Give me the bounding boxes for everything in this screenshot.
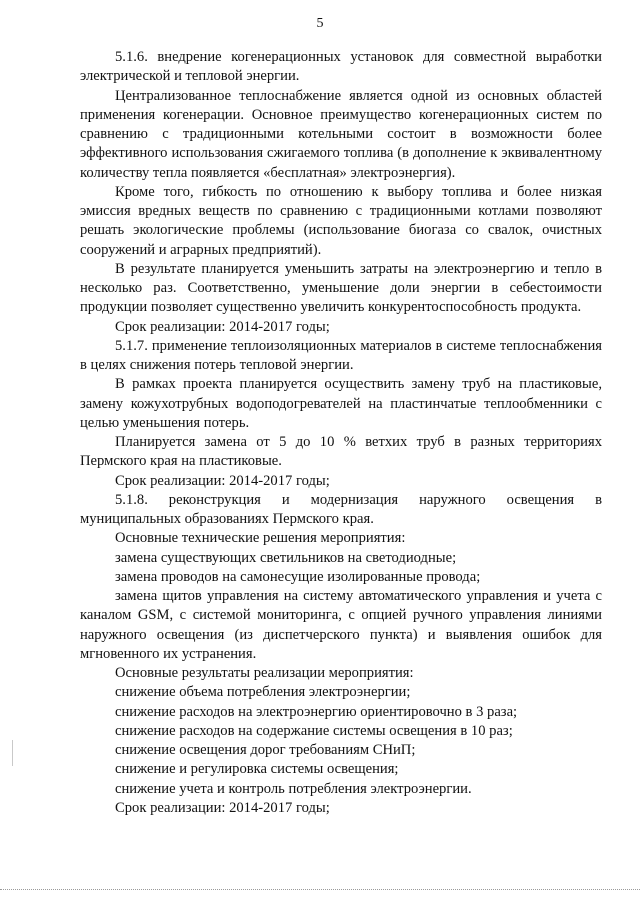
paragraph-5-1-8-heading: 5.1.8. реконструкция и модернизация наружного освещения в муниципальных образованиях Пермского края. [80, 491, 602, 527]
list-item: снижение расходов на электроэнергию ориентировочно в 3 раза; [115, 703, 518, 720]
scan-margin-mark [12, 740, 13, 766]
scan-bottom-edge [0, 889, 640, 890]
list-item: замена проводов на самонесущие изолированные провода; [115, 568, 481, 585]
paragraph-fuel-flexibility: Кроме того, гибкость по отношению к выбору топлива и более низкая эмиссия вредных веществ по сравнению с традиционными котлами позволяют решать экологические проблемы (использование биогаза со свалок, очистных сооружений и аграрных предприятий). [80, 183, 602, 258]
paragraph-main-results: Основные результаты реализации мероприятия: [115, 665, 414, 681]
list-item: снижение учета и контроль потребления электроэнергии. [115, 780, 472, 797]
paragraph-term-2: Срок реализации: 2014-2017 годы; [115, 472, 330, 489]
paragraph-5-1-7-heading: 5.1.7. применение теплоизоляционных материалов в системе теплоснабжения в целях снижения потерь тепловой энергии. [80, 337, 602, 373]
list-item: замена щитов управления на систему автоматического управления и учета с каналом GSM, с системой мониторинга, с опцией ручного управления линиями наружного освещения (из диспетчерского пункта) и выявления ошибок для мгновенного их устранения. [80, 588, 602, 662]
list-item: снижение и регулировка системы освещения; [115, 761, 399, 778]
document-body [80, 48, 602, 818]
paragraph-replacement-share: Планируется замена от 5 до 10 % ветхих труб в разных территориях Пермского края на пластиковые. [80, 434, 602, 470]
paragraph-technical-solutions: Основные технические решения мероприятия: [115, 530, 406, 547]
list-item: снижение объема потребления электроэнергии; [115, 684, 411, 701]
paragraph-term-3: Срок реализации: 2014-2017 годы; [115, 799, 330, 816]
list-item: снижение освещения дорог требованиям СНиП; [115, 742, 416, 758]
paragraph-cost-reduction: В результате планируется уменьшить затраты на электроэнергию и тепло в несколько раз. Соответственно, уменьшение доли энергии в себестоимости продукции позволяет существенно увеличить конкурентоспособность продукта. [80, 260, 602, 316]
paragraph-5-1-6-heading: 5.1.6. внедрение когенерационных установок для совместной выработки электрической и тепловой энергии. [80, 49, 602, 85]
paragraph-pipe-replacement: В рамках проекта планируется осуществить замену труб на пластиковые, замену кожухотрубных водоподогревателей на пластинчатые теплообменники с целью уменьшения потерь. [80, 376, 602, 431]
list-item: замена существующих светильников на светодиодные; [115, 549, 457, 566]
page-number: 5 [316, 16, 324, 31]
paragraph-term-1: Срок реализации: 2014-2017 годы; [115, 318, 330, 335]
list-item: снижение расходов на содержание системы освещения в 10 раз; [115, 722, 513, 739]
paragraph-district-heating: Централизованное теплоснабжение является одной из основных областей применения когенерации. Основное преимущество когенерационных систем по сравнению с традиционными котельными состоит в возможности более эффективного использования сжигаемого топлива (в дополнение к эквивалентному количеству тепла появляется «бесплатная» электроэнергия). [80, 87, 602, 181]
